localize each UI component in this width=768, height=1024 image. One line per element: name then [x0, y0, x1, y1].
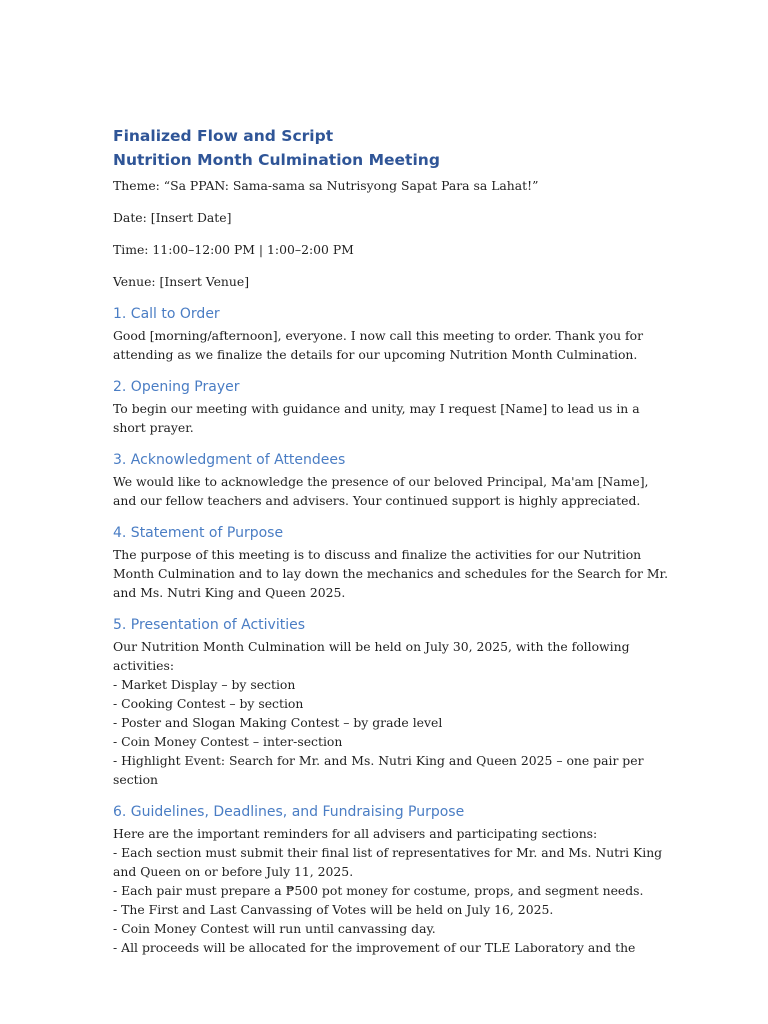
doc-venue: Venue: [Insert Venue]: [113, 274, 250, 289]
section-text-acknowledgment: We would like to acknowledge the presence of our beloved Principal, Ma'am [Name], and our fellow teachers and advisers. Your continued support is highly appreciated.: [113, 474, 649, 508]
section-heading-acknowledgment: 3. Acknowledgment of Attendees: [113, 452, 346, 468]
section-heading-activities: 5. Presentation of Activities: [113, 617, 305, 633]
section-heading-opening-prayer: 2. Opening Prayer: [113, 379, 240, 395]
list-item: - Each pair must prepare a ₱500 pot money for costume, props, and segment needs.: [113, 883, 644, 898]
list-item: - All proceeds will be allocated for the improvement of our TLE Laboratory and the: [113, 940, 636, 955]
list-item: - Cooking Contest – by section: [113, 696, 304, 711]
list-item: - Coin Money Contest – inter-section: [113, 734, 343, 749]
section-text-purpose: The purpose of this meeting is to discuss and finalize the activities for our Nutrition Month Culmination and to lay down the mechanics and schedules for the Search for Mr. and Ms. Nutri King and Queen 2025.: [113, 547, 669, 600]
list-item: - Highlight Event: Search for Mr. and Ms. Nutri King and Queen 2025 – one pair per section: [113, 753, 644, 787]
doc-theme: Theme: “Sa PPAN: Sama-sama sa Nutrisyong Sapat Para sa Lahat!”: [113, 178, 539, 193]
section-text-opening-prayer: To begin our meeting with guidance and unity, may I request [Name] to lead us in a short prayer.: [113, 401, 640, 435]
document-page: [113, 124, 673, 957]
section-heading-purpose: 4. Statement of Purpose: [113, 525, 284, 541]
list-item: - The First and Last Canvassing of Votes will be held on July 16, 2025.: [113, 902, 554, 917]
section-heading-call-to-order: 1. Call to Order: [113, 306, 220, 322]
section-text-call-to-order: Good [morning/afternoon], everyone. I now call this meeting to order. Thank you for attending as we finalize the details for our upcoming Nutrition Month Culmination.: [113, 328, 644, 362]
doc-date: Date: [Insert Date]: [113, 210, 232, 225]
list-item: - Market Display – by section: [113, 677, 296, 692]
doc-title-line2: Nutrition Month Culmination Meeting: [113, 151, 440, 169]
section-text-guidelines: Here are the important reminders for all advisers and participating sections:: [113, 826, 598, 841]
section-heading-guidelines: 6. Guidelines, Deadlines, and Fundraising Purpose: [113, 804, 465, 820]
section-text-activities: Our Nutrition Month Culmination will be held on July 30, 2025, with the following activities:: [113, 639, 630, 673]
list-item: - Coin Money Contest will run until canvassing day.: [113, 921, 436, 936]
doc-time: Time: 11:00–12:00 PM | 1:00–2:00 PM: [113, 242, 354, 257]
doc-title-line1: Finalized Flow and Script: [113, 127, 334, 145]
list-item: - Each section must submit their final list of representatives for Mr. and Ms. Nutri King and Queen on or before July 11, 2025.: [113, 845, 663, 879]
list-item: - Poster and Slogan Making Contest – by grade level: [113, 715, 443, 730]
